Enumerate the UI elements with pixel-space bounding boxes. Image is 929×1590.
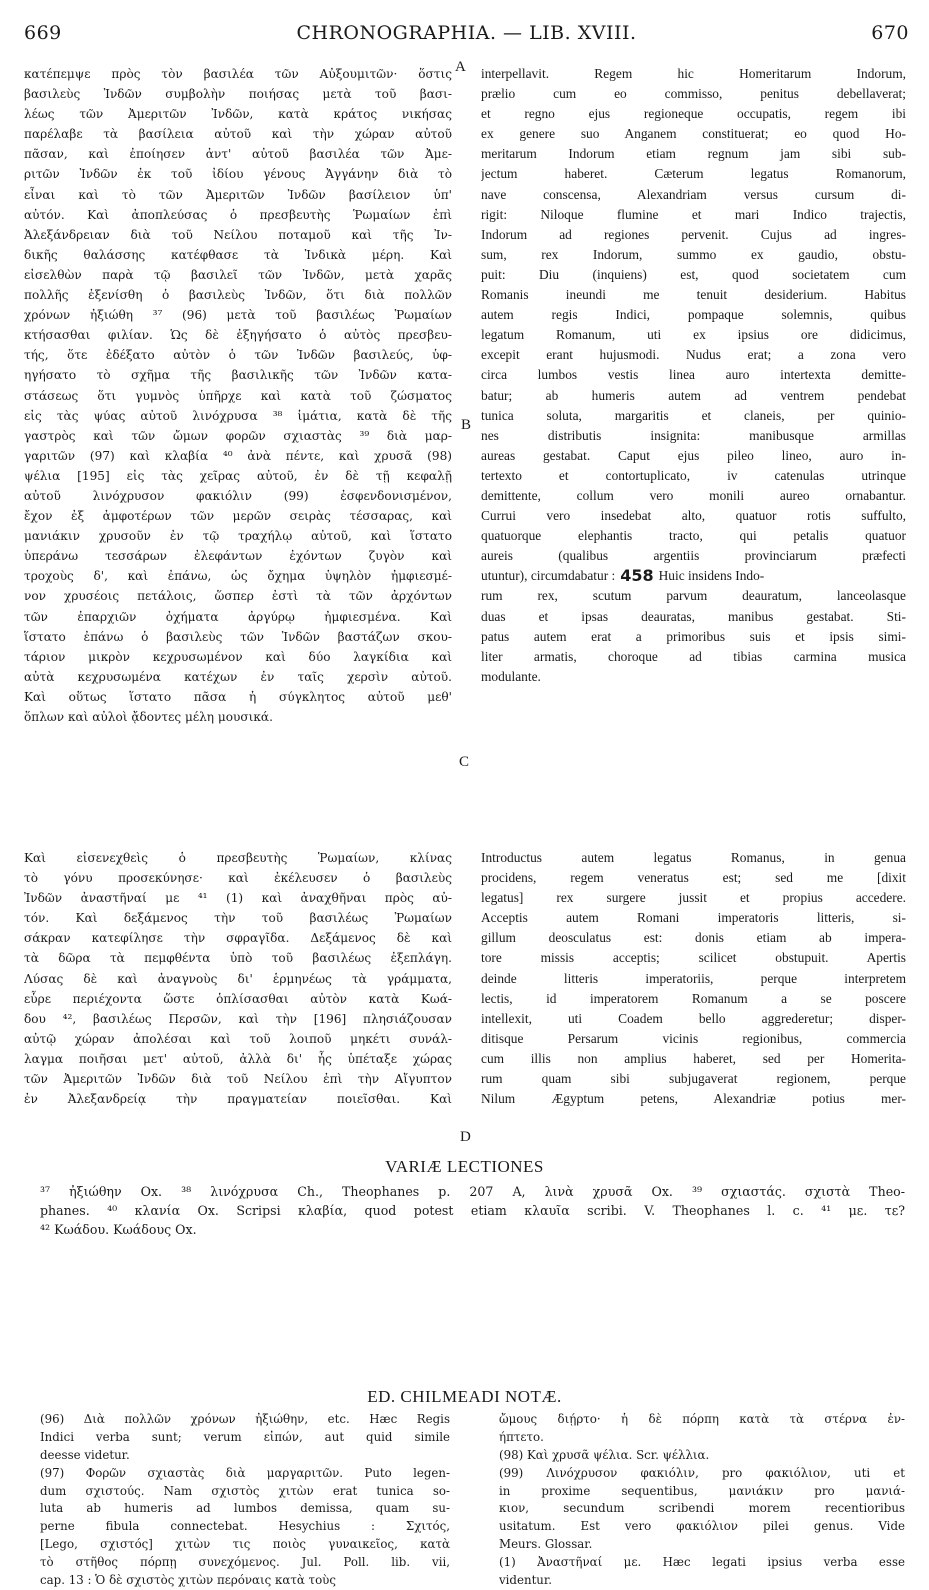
text-line: αὐτόν. Καὶ ἀποπλεύσας ὁ πρεσβευτὴς Ῥωμαίων ἐπὶ	[24, 207, 452, 222]
text-line: aureis (qualibus argentiis provinciarum præfecti	[481, 548, 906, 564]
note-line: (96) Διὰ πολλῶν χρόνων ἠξιώθην, etc. Hæc Regis	[40, 1412, 450, 1426]
text-line: duas et ipsas deauratas, manibus gestabat. Sti-	[481, 608, 906, 624]
note-line: perne fibula connectebat. Hesychius : Σχιτός,	[40, 1519, 450, 1534]
text-line: σάκραν κατεφίλησε τὴν σφραγῖδα. Δεξάμενος δὲ καὶ	[24, 931, 452, 946]
text-line: τάριον μικρὸν κεχρυσωμένον καὶ δύο λαγκίδια καὶ	[24, 649, 452, 664]
text-line: λέως τῶν Ἀμεριτῶν Ἰνδῶν, κατὰ κράτος νικήσας	[24, 107, 452, 122]
text-line: δου ⁴², βασιλέως Περσῶν, καὶ τὴν [196] πλησιάζουσαν	[24, 1011, 452, 1026]
text-line: autem regis Indici, pompaque solemnis, quibus	[481, 307, 906, 323]
text-line: tunica soluta, margaritis et claneis, per quinio-	[481, 407, 906, 423]
text-line: γαριτῶν (97) καὶ κλαβία ⁴⁰ ἀνὰ πέντε, καὶ χρυσᾶ (98)	[24, 448, 452, 463]
note-line: (98) Καὶ χρυσᾶ ψέλια. Scr. ψέλλια.	[499, 1447, 710, 1462]
text-line: Romanis ineundi me tenuit desiderium. Habitus	[481, 287, 906, 303]
text-line: liter armatis, choroque ad tibias carmina musica	[481, 648, 906, 664]
text-line: αὐτῷ χώραν ἀπολέσαι καὶ τοῦ λοιποῦ μηκέτι συνάλ-	[24, 1031, 452, 1046]
line-text: utuntur), circumdabatur :	[481, 568, 616, 584]
text-line: Καὶ εἰσενεχθεὶς ὁ πρεσβευτὴς Ῥωμαίων, κλίνας	[24, 851, 452, 865]
text-line: circa lumbos vestis linea auro intertexta demitte-	[481, 367, 906, 383]
text-line: τῶν Ἀμεριτῶν Ἰνδῶν διὰ τοῦ Νείλου ἐπὶ τὴν Αἴγυπτον	[24, 1072, 452, 1087]
text-line: nave conscensa, Alexandriam versus cursum di-	[481, 186, 906, 202]
note-line: deesse videtur.	[40, 1447, 130, 1462]
text-line: Introductus autem legatus Romanus, in genua	[481, 850, 906, 865]
text-line: puit: Diu (inquiens) est, quod societatem cum	[481, 266, 906, 282]
text-line: Λύσας δὲ καὶ ἀναγνοὺς δι' ἑρμηνέως τὰ γράμματα,	[24, 971, 452, 986]
notes-left-column	[40, 1411, 450, 1590]
note-line: in proxime sequentibus, μανιάκιν pro μανιά-	[499, 1483, 905, 1498]
note-line: (1) Ἀναστῆναί με. Hæc legati ipsius verba esse	[499, 1555, 905, 1570]
variant-reading-line: ⁴² Κωάδου. Κωάδους Ox.	[40, 1222, 197, 1237]
text-line: λαγμα ποιῆσαι μετ' αὐτοῦ, ἀλλὰ δι' ἧς ὑπέταξε χώρας	[24, 1051, 452, 1066]
text-line: κτήσασθαι φιλίαν. Ὡς δὲ ἐξηγήσατο ὁ αὐτὸς πρεσβευ-	[24, 328, 452, 343]
text-line: τῶν ἐπαρχιῶν ὀχήματα ἀργύρῳ ἠμφιεσμένα. Καὶ	[24, 609, 452, 624]
note-line: luta ab humeris ad lumbos demissa, quam su-	[40, 1501, 450, 1516]
text-line: ὑπεράνω τεσσάρων ἐλεφάντων ἐχόντων ζυγὸν καὶ	[24, 549, 452, 564]
variae-lectiones	[40, 1182, 905, 1239]
text-line: πᾶσαν, καὶ ἐποίησεν ἀντ' αὐτοῦ βασιλέα τῶν Ἀμε-	[24, 147, 452, 162]
variant-reading-line: ³⁷ ἠξιώθην Ox. ³⁸ λινόχρυσα Ch., Theophanes p. 207 A, λινὰ χρυσᾶ Ox. ³⁹ σχιαστάς. σχιστὰ Theo-	[40, 1184, 905, 1199]
milestone-number: 458	[620, 566, 654, 586]
page-number-right: 670	[871, 22, 909, 44]
text-line: rigit: Niloque flumine et mari Indico trajectis,	[481, 206, 906, 222]
note-line: τὸ στῆθος πόρπῃ συνεχόμενος. Jul. Poll. lib. vii,	[40, 1555, 450, 1570]
text-line: sum, rex Indorum, summo ex gaudio, obstu-	[481, 246, 906, 262]
text-line: et regno ejus regioneque occupatis, regem ibi	[481, 106, 906, 122]
text-line: rum quam sibi subjugaverat regionem, perque	[481, 1071, 906, 1087]
text-line: ex genere suo Anganem constituerat; eo quod Ho-	[481, 126, 906, 142]
text-line: βασιλεὺς Ἰνδῶν συμβολὴν ποιήσας μετὰ τοῦ βασι-	[24, 87, 452, 102]
text-line: quatuorque elephantis tracto, qui petalis quatuor	[481, 528, 906, 544]
text-line: ψέλια [195] εἰς τὰς χεῖρας αὐτοῦ, ἐν δὲ τῇ κεφαλῇ	[24, 468, 452, 483]
text-line: νον χρυσέοις πετάλοις, ὥσπερ ἐστὶ τὰ τῶν ἀρχόντων	[24, 589, 452, 604]
text-line: εἰσελθὼν παρὰ τῷ βασιλεῖ τῶν Ἰνδῶν, μετὰ χαρᾶς	[24, 267, 452, 282]
text-line: δικῆς θαλάσσης κατέφθασε τὰ Ἰνδικὰ μέρη. Καὶ	[24, 247, 452, 262]
margin-letter-c: C	[459, 754, 470, 770]
text-line: ἔχον ἐξ ἀμφοτέρων τῶν μερῶν σειρὰς τέσσαρας, καὶ	[24, 509, 452, 524]
text-line: αὐτοῦ λινόχρυσον φακιόλιν (99) ἐσφενδονισμένον,	[24, 488, 452, 503]
running-header	[24, 22, 909, 52]
text-line: πολλῆς ἐξενίσθη ὁ βασιλεὺς Ἰνδῶν, ὅτι διὰ πολλῶν	[24, 288, 452, 303]
text-line: legatum Romanum, uti ex ipsius ore didicimus,	[481, 327, 906, 343]
margin-letter-b: B	[461, 417, 472, 433]
text-line: τὸ γόνυ προσεκύνησε· καὶ ἐκέλευσεν ὁ βασιλεὺς	[24, 871, 452, 886]
variant-reading-line: phanes. ⁴⁰ κλανία Ox. Scripsi κλαβία, quod potest etiam κλαυῖα scribi. V. Theophanes l. c. ⁴¹ με. τε?	[40, 1203, 905, 1218]
text-line: εἶναι καὶ τὸ τῶν Ἀμεριτῶν Ἰνδῶν βασίλειον ὑπ'	[24, 187, 452, 202]
text-line: ὅπλων καὶ αὐλοὶ ᾄδοντες μέλη μουσικά.	[24, 710, 273, 724]
text-line: cum illis non amplius haberet, sed per Homerita-	[481, 1050, 906, 1066]
text-line: jectum haberet. Cæterum legatus Romanorum,	[481, 166, 906, 182]
text-line: γαστρὸς καὶ τῶν ὤμων φορῶν σχιαστὰς ³⁹ διὰ μαρ-	[24, 428, 452, 443]
text-line: ditisque Persarum vicinis regionibus, commercia	[481, 1030, 906, 1046]
note-line: κιον, secundum scribendi morem recentioribus	[499, 1501, 905, 1516]
greek-text-column	[24, 64, 452, 727]
text-line: excepit erant hujusmodi. Nudus erat; a zona vero	[481, 347, 906, 363]
margin-letter-a: A	[455, 59, 466, 75]
text-line: Nilum Ægyptum petens, Alexandriæ potius mer-	[481, 1091, 906, 1107]
text-line: modulante.	[481, 668, 541, 684]
text-line: Ἰνδῶν ἀναστῆναί με ⁴¹ (1) καὶ ἀναχθῆναι πρὸς αὐ-	[24, 891, 452, 906]
text-line: Indorum ad regiones pervenit. Cujus ad ingres-	[481, 226, 906, 242]
text-line: nes distributis insignita: manibusque armillas	[481, 427, 906, 443]
text-line: Currui vero insedebat alto, quatuor rotis suffulto,	[481, 508, 906, 524]
notes-right-column	[499, 1411, 905, 1590]
text-line: tore missis acceptis; scilicet obstupuit. Apertis	[481, 950, 906, 966]
text-line: ἵστατο ἐπάνω ὁ βασιλεὺς τῶν Ἰνδῶν βαστάζων σκου-	[24, 629, 452, 644]
text-line: τόν. Καὶ δεξάμενος τὴν τοῦ βασιλέως Ῥωμαίων	[24, 911, 452, 926]
text-line: χρόνων ἠξιώθη ³⁷ (96) μετὰ τοῦ βασιλέως Ῥωμαίων	[24, 308, 452, 323]
text-line: procidens, regem veneratus est; sed me [dixit	[481, 870, 906, 886]
note-line: cap. 13 : Ὁ δὲ σχιστὸς χιτὼν περόναις κατὰ τοὺς	[40, 1573, 336, 1588]
note-line: usitatum. Est vero φακιόλιον pilei genus. Vide	[499, 1519, 905, 1534]
text-line: Acceptis autem Romani imperatoris litteris, si-	[481, 910, 906, 926]
text-line: ηγήσατο τὸ σχῆμα τῆς βασιλικῆς τῶν Ἰνδῶν κατα-	[24, 368, 452, 383]
text-line: Ἀλεξάνδρειαν διὰ τοῦ Νείλου ποταμοῦ καὶ τῆς Ἰν-	[24, 227, 452, 242]
note-line: (99) Λινόχρυσον φακιόλιν, pro φακιόλιον, uti et	[499, 1465, 905, 1480]
text-line: demittente, collum vero monili aureo ornabantur.	[481, 487, 906, 503]
greek-text-column-2	[24, 848, 452, 1109]
text-line: patus autem erat a primoribus suis et ipsis simi-	[481, 628, 906, 644]
text-line: gillum deosculatus est: donis etiam ab impera-	[481, 930, 906, 946]
text-line: ἐν Ἀλεξανδρείᾳ τὴν πραγματείαν ποιεῖσθαι. Καὶ	[24, 1092, 452, 1107]
text-line: legatus] rex surgere jussit et propius accedere.	[481, 890, 906, 906]
text-line: meritarum Indorum etiam regnum jam sibi sub-	[481, 146, 906, 162]
note-line: videntur.	[499, 1573, 552, 1588]
running-title: CHRONOGRAPHIA. — LIB. XVIII.	[296, 22, 637, 44]
text-line: rum rex, scutum parvum deauratum, lanceolasque	[481, 588, 906, 604]
notes-title: ED. CHILMEADI NOTÆ.	[367, 1387, 562, 1406]
text-line: prælio cum eo commisso, penitus debellaverat;	[481, 86, 906, 102]
text-line: αὐτὰ κεχρυσωμένα κατέχων ἐν ταῖς χερσὶν αὐτοῦ.	[24, 669, 452, 684]
variae-lectiones-title: VARIÆ LECTIONES	[385, 1157, 544, 1176]
note-line: Indici verba sunt; verum εἰπών, aut quid simile	[40, 1429, 450, 1444]
text-line: στάσεως ὅτι γυμνὸς ὑπῆρχε καὶ κατὰ τοῦ ζώσματος	[24, 388, 452, 403]
text-line: εὗρε περιέχοντα ὥστε ὁπλίσασθαι αὐτὸν κατὰ Κωά-	[24, 991, 452, 1006]
note-line: ὤμους διῄρτο· ἡ δὲ πόρπη κατὰ τὰ στέρνα ἐν-	[499, 1412, 905, 1426]
text-line: κατέπεμψε πρὸς τὸν βασιλέα τῶν Αὐξουμιτῶν· ὅστις	[24, 67, 452, 81]
text-line: deinde litteris imperatoriis, perque interpretem	[481, 970, 906, 986]
text-line: Καὶ οὕτως ἵστατο πᾶσα ἡ σύγκλητος αὐτοῦ μεθ'	[24, 689, 452, 704]
note-line: (97) Φορῶν σχιαστὰς διὰ μαργαριτῶν. Puto legen-	[40, 1465, 450, 1480]
page-number-left: 669	[24, 22, 62, 44]
text-line: lectis, id imperatorem Romanum a se poscere	[481, 990, 906, 1006]
text-line: παρέλαβε τὰ βασίλεια αὐτοῦ καὶ τὴν χώραν αὐτοῦ	[24, 127, 452, 142]
text-line: interpellavit. Regem hic Homeritarum Indorum,	[481, 66, 906, 81]
latin-text-column	[481, 64, 906, 687]
text-line: tertexto et contortuplicato, iv catenulas utrinque	[481, 467, 906, 483]
text-line: εἰς τὰς ψύας αὐτοῦ λινόχρυσα ³⁸ ἱμάτια, κατὰ δὲ τῆς	[24, 408, 452, 423]
note-line: dum σχιστούς. Nam σχιστὸς χιτὼν erat tunica so-	[40, 1483, 450, 1498]
text-line: intellexit, uti Coadem bello aggrederetur; disper-	[481, 1010, 906, 1026]
text-line: ριτῶν Ἰνδῶν ἐκ τοῦ ἰδίου γένους Ἀγγάνην διὰ τὸ	[24, 167, 452, 182]
text-line: μανιάκιν χρυσοῦν ἐν τῷ τραχήλῳ αὐτοῦ, καὶ ἵστατο	[24, 529, 452, 544]
text-line: aureas gestabat. Caput ejus pileo lineo, auro in-	[481, 447, 906, 463]
text-line: utuntur), circumdabatur : 458 Huic insidens Indo-	[481, 566, 765, 586]
note-line: Meurs. Glossar.	[499, 1537, 593, 1552]
note-line: [Lego, σχιστός] χιτὼν τις ποιὸς γυναικεῖος, κατὰ	[40, 1537, 450, 1552]
text-line: batur; ab humeris autem ad ventrem pendebat	[481, 387, 906, 403]
text-line: τής, ὅτε ἐδέξατο αὐτὸν ὁ τῶν Ἰνδῶν βασιλεύς, ὑφ-	[24, 348, 452, 363]
latin-text-column-2	[481, 848, 906, 1109]
text-line: τροχοὺς δ', καὶ ἐπάνω, ὡς ὄχημα ὑψηλὸν ἠμφιεσμέ-	[24, 569, 452, 584]
note-line: ήπτετο.	[499, 1429, 544, 1444]
margin-letter-d: D	[460, 1129, 471, 1145]
text-line: τὰ δῶρα τὰ πεμφθέντα ὑπὸ τοῦ βασιλέως ἐξεπλάγη.	[24, 951, 452, 966]
